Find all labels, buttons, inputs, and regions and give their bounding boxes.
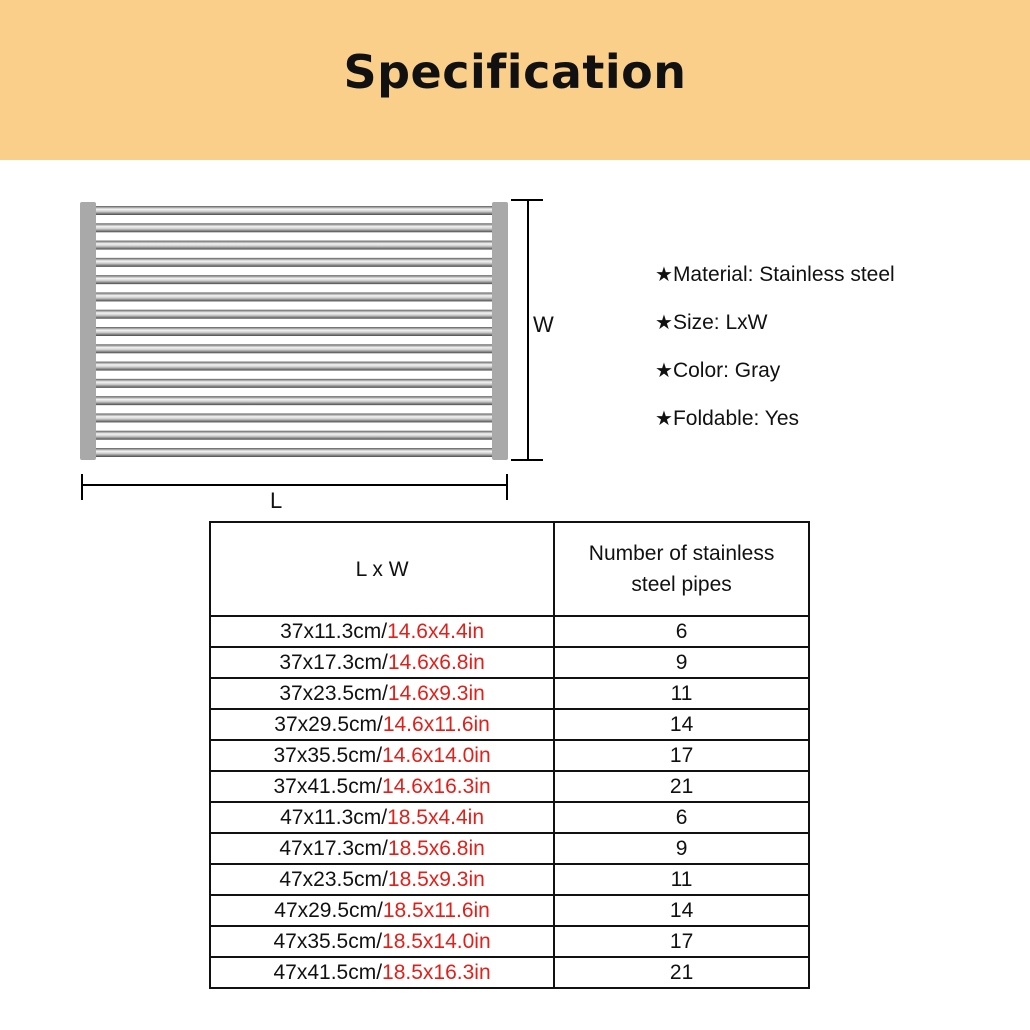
star-icon: ★ — [655, 360, 673, 382]
pipe-count-cell: 21 — [554, 771, 809, 802]
size-cell — [210, 833, 554, 864]
steel-pipe — [94, 431, 498, 440]
steel-pipe — [94, 310, 498, 319]
spec-item-foldable: ★Foldable: Yes — [655, 407, 800, 430]
steel-pipe — [94, 258, 498, 267]
steel-pipe — [94, 396, 498, 405]
pipe-count-cell: 9 — [554, 647, 809, 678]
pipe-count-cell: 11 — [554, 678, 809, 709]
size-cell — [210, 740, 554, 771]
table-row — [210, 740, 809, 771]
size-inch: 14.6x16.3in — [382, 775, 491, 798]
width-label: W — [533, 312, 554, 337]
header-size: L x W — [210, 522, 554, 616]
star-icon: ★ — [655, 312, 673, 334]
steel-pipe — [94, 344, 498, 353]
size-inch: 14.6x11.6in — [382, 713, 490, 736]
size-cm: 37x35.5cm/ — [273, 744, 383, 767]
table-row — [210, 833, 809, 864]
steel-pipe — [94, 413, 498, 422]
steel-pipe — [94, 362, 498, 371]
size-inch: 18.5x4.4in — [387, 806, 485, 829]
pipe-count-cell: 17 — [554, 926, 809, 957]
size-cm: 47x35.5cm/ — [273, 930, 383, 953]
table-header-row — [210, 522, 809, 616]
steel-pipe — [94, 223, 498, 232]
star-icon: ★ — [655, 408, 673, 430]
spec-item-size: ★Size: LxW — [655, 311, 768, 334]
size-inch: 14.6x14.0in — [382, 744, 491, 767]
steel-pipe — [94, 275, 498, 284]
star-icon: ★ — [655, 264, 673, 286]
size-cell — [210, 895, 554, 926]
size-cell — [210, 678, 554, 709]
table-row — [210, 709, 809, 740]
length-label: L — [270, 488, 283, 513]
length-dimension-line — [81, 484, 508, 486]
pipe-count-cell: 11 — [554, 864, 809, 895]
width-dimension-line — [527, 199, 529, 461]
size-inch: 18.5x9.3in — [387, 868, 485, 891]
size-cell — [210, 771, 554, 802]
table-row — [210, 895, 809, 926]
size-cell — [210, 647, 554, 678]
size-cm: 37x29.5cm/ — [274, 713, 383, 736]
size-cell — [210, 864, 554, 895]
pipe-count-cell: 6 — [554, 802, 809, 833]
width-dimension-cap-bottom — [511, 459, 543, 461]
pipe-count-cell: 14 — [554, 895, 809, 926]
length-dimension-cap-right — [506, 474, 508, 500]
length-dimension-cap-left — [81, 474, 83, 500]
size-inch: 14.6x4.4in — [387, 620, 485, 643]
table-row — [210, 957, 809, 988]
pipe-count-cell: 21 — [554, 957, 809, 988]
size-inch: 18.5x6.8in — [387, 837, 485, 860]
size-inch: 18.5x16.3in — [382, 961, 491, 984]
header-pipe-count: Number of stainless steel pipes — [554, 522, 809, 616]
size-cell — [210, 802, 554, 833]
table-row — [210, 647, 809, 678]
size-cm: 37x11.3cm/ — [280, 620, 388, 643]
steel-pipe — [94, 448, 498, 457]
table-row — [210, 616, 809, 647]
size-cm: 47x11.3cm/ — [280, 806, 388, 829]
pipe-count-cell: 6 — [554, 616, 809, 647]
steel-pipe — [94, 292, 498, 301]
left-frame — [80, 202, 96, 460]
size-cm: 47x41.5cm/ — [273, 961, 383, 984]
table-row — [210, 678, 809, 709]
size-cell — [210, 709, 554, 740]
size-cm: 37x17.3cm/ — [279, 651, 388, 674]
size-inch: 14.6x6.8in — [387, 651, 485, 674]
pipe-count-cell: 14 — [554, 709, 809, 740]
steel-pipe — [94, 241, 498, 250]
size-cell — [210, 957, 554, 988]
steel-pipe — [94, 379, 498, 388]
spec-item-material: ★Material: Stainless steel — [655, 263, 895, 286]
size-cm: 47x29.5cm/ — [274, 899, 383, 922]
size-table — [209, 521, 810, 989]
title-banner — [0, 0, 1030, 160]
size-cm: 47x23.5cm/ — [279, 868, 388, 891]
size-cell — [210, 926, 554, 957]
size-inch: 18.5x14.0in — [382, 930, 491, 953]
size-inch: 14.6x9.3in — [387, 682, 485, 705]
steel-pipe — [94, 206, 498, 215]
right-frame — [492, 202, 508, 460]
spec-list — [655, 260, 895, 452]
size-cm: 37x41.5cm/ — [273, 775, 383, 798]
size-cm: 37x23.5cm/ — [279, 682, 388, 705]
dish-rack-image — [80, 196, 512, 462]
table-row — [210, 864, 809, 895]
size-cm: 47x17.3cm/ — [279, 837, 388, 860]
pipe-count-cell: 9 — [554, 833, 809, 864]
width-dimension-cap-top — [511, 199, 543, 201]
table-row — [210, 771, 809, 802]
size-cell — [210, 616, 554, 647]
table-row — [210, 926, 809, 957]
spec-item-color: ★Color: Gray — [655, 359, 781, 382]
table-row — [210, 802, 809, 833]
pipe-count-cell: 17 — [554, 740, 809, 771]
page-title: Specification — [343, 45, 687, 99]
size-inch: 18.5x11.6in — [382, 899, 490, 922]
steel-pipe — [94, 327, 498, 336]
